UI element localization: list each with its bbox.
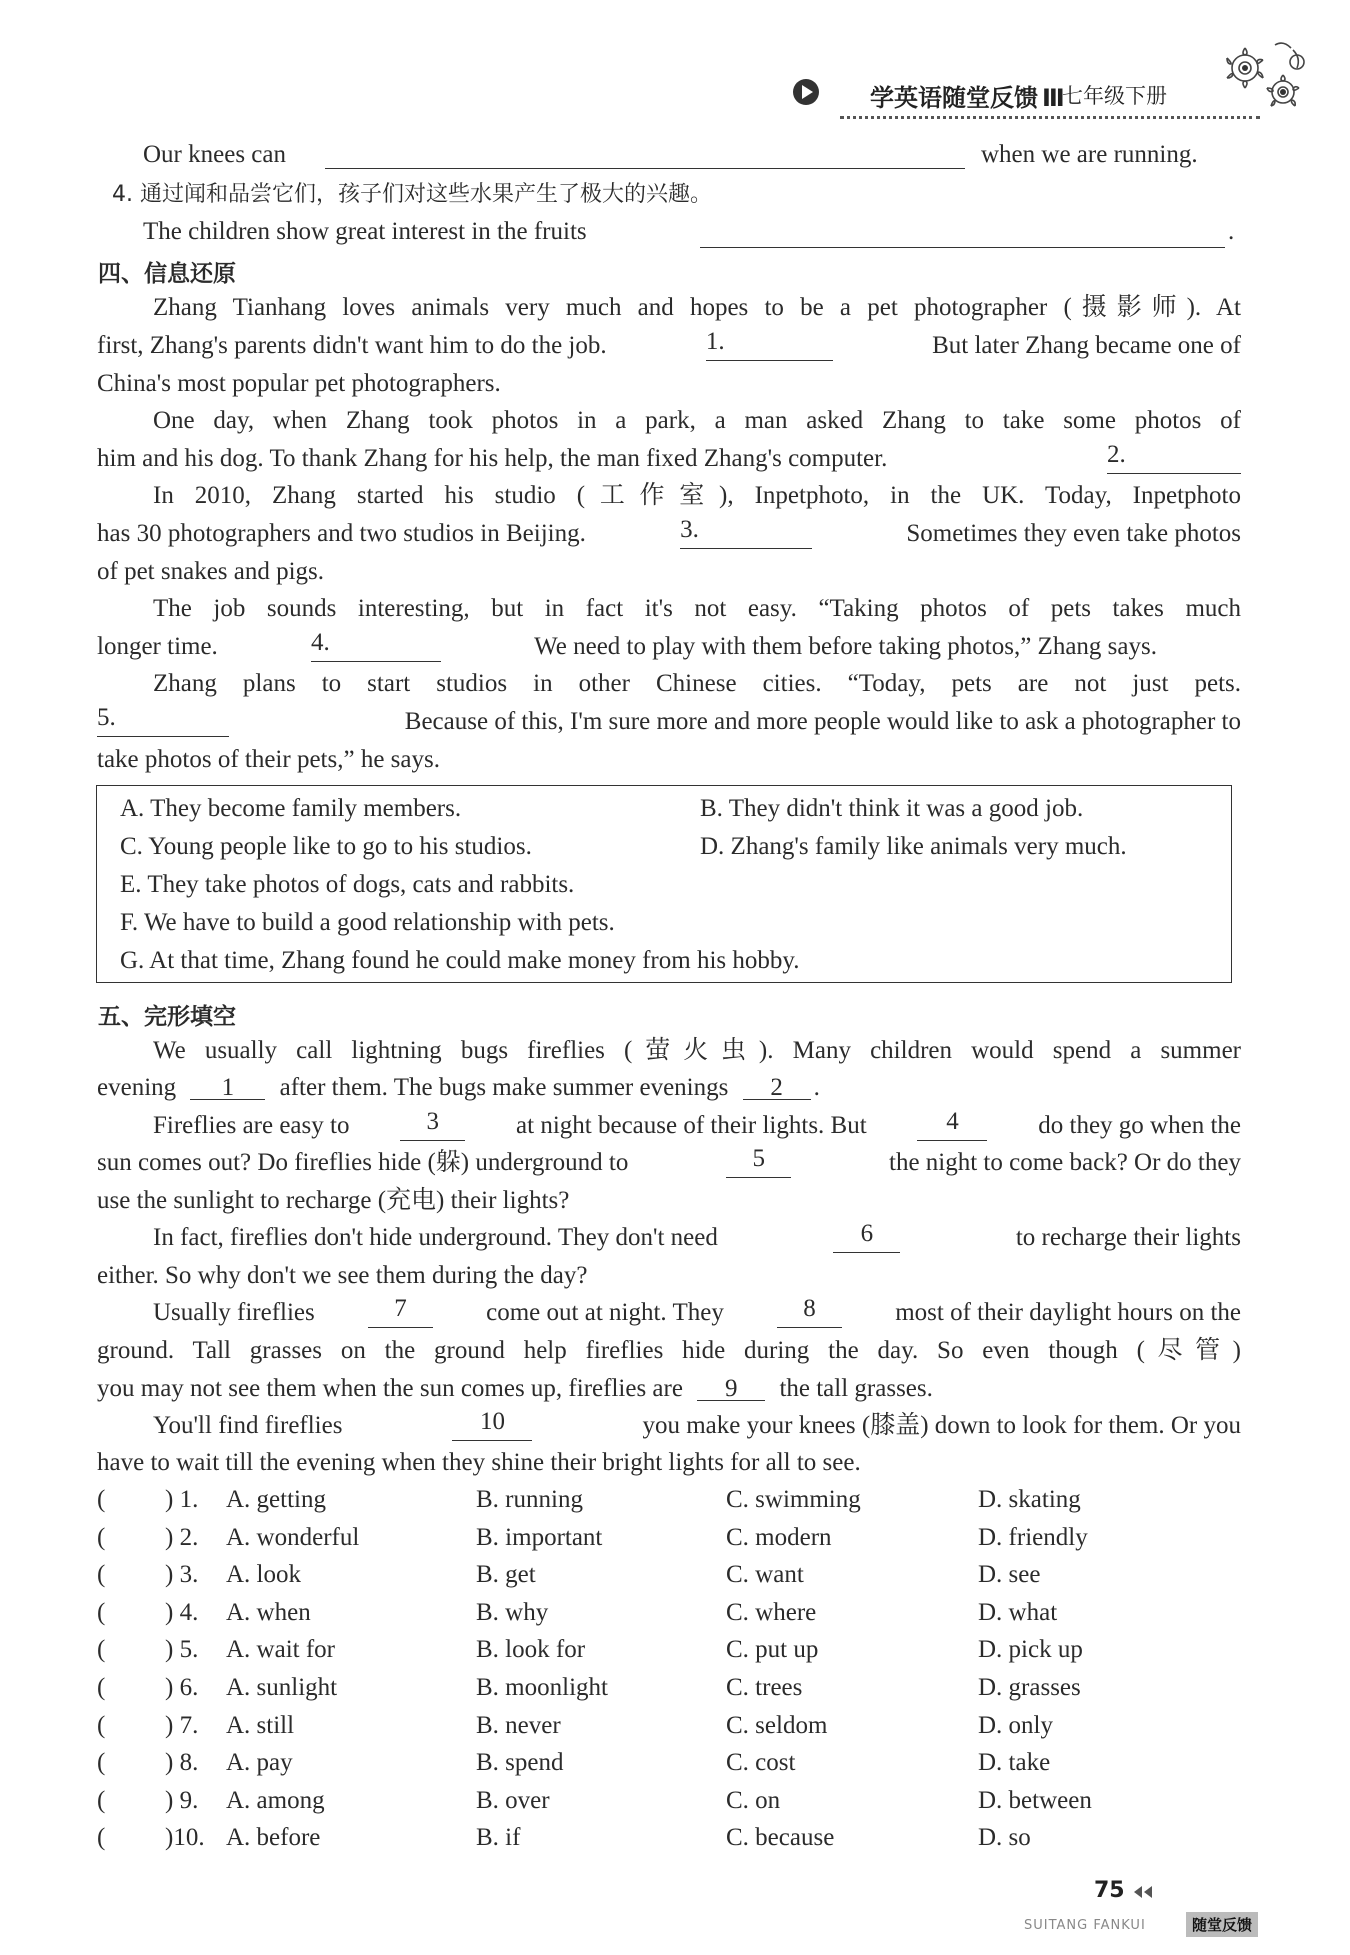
cloze-blank-10[interactable]: 10 bbox=[452, 1411, 532, 1441]
choice-a[interactable]: A. wait for bbox=[226, 1636, 335, 1664]
answer-bracket[interactable]: ( bbox=[97, 1523, 106, 1551]
paragraph-line: Zhang plans to start studios in other Chinese cities. “Today, pets are not just pets. bbox=[153, 670, 1241, 697]
option-c: C. Young people like to go to his studios. bbox=[120, 833, 532, 860]
paragraph-line: take photos of their pets,” he says. bbox=[97, 746, 440, 773]
choice-a[interactable]: A. wonderful bbox=[226, 1523, 360, 1551]
choice-a[interactable]: A. among bbox=[226, 1786, 325, 1814]
choice-b[interactable]: B. never bbox=[476, 1711, 561, 1739]
blank-3[interactable]: 3. bbox=[680, 519, 812, 549]
question-number: ) 1. bbox=[165, 1486, 199, 1513]
choice-b[interactable]: B. if bbox=[476, 1824, 521, 1852]
cloze-blank-1[interactable]: 1 bbox=[190, 1077, 265, 1100]
answer-line[interactable] bbox=[325, 142, 965, 169]
choice-c[interactable]: C. trees bbox=[726, 1674, 803, 1701]
cloze-blank-7[interactable]: 7 bbox=[368, 1298, 433, 1328]
paragraph-line: You'll find fireflies 10 you make your knees (膝盖) down to look for them. Or you bbox=[153, 1408, 1241, 1439]
choice-b[interactable]: B. get bbox=[476, 1561, 536, 1589]
question-number: ) 5. bbox=[165, 1636, 199, 1664]
choice-c[interactable]: C. where bbox=[726, 1598, 817, 1626]
choice-c[interactable]: C. put up bbox=[726, 1636, 819, 1664]
paragraph-line: sun comes out? Do fireflies hide (躲) underground to 5 the night to come back? Or do they bbox=[97, 1145, 1241, 1176]
paragraph-line: him and his dog. To thank Zhang for his help, the man fixed Zhang's computer. 2. bbox=[97, 444, 1241, 474]
answer-line[interactable] bbox=[700, 221, 1225, 248]
paragraph-line: ground. Tall grasses on the ground help fireflies hide during the day. So even though (尽管) bbox=[97, 1337, 1241, 1364]
page-number: 75 bbox=[1094, 1878, 1125, 1903]
choice-d[interactable]: D. take bbox=[978, 1749, 1051, 1777]
choice-d[interactable]: D. pick up bbox=[978, 1636, 1083, 1664]
choice-d[interactable]: D. only bbox=[978, 1711, 1053, 1739]
question-number: ) 7. bbox=[165, 1711, 199, 1739]
cloze-blank-6[interactable]: 6 bbox=[833, 1223, 900, 1253]
option-b: B. They didn't think it was a good job. bbox=[700, 795, 1084, 822]
question-number: ) 9. bbox=[165, 1786, 199, 1814]
choice-b[interactable]: B. moonlight bbox=[476, 1674, 608, 1701]
choice-b[interactable]: B. important bbox=[476, 1523, 603, 1551]
paragraph-line: either. So why don't we see them during the day? bbox=[97, 1262, 588, 1289]
section-heading: 四、信息还原 bbox=[98, 261, 236, 287]
sentence-line: Our knees can bbox=[143, 141, 286, 168]
choice-b[interactable]: B. look for bbox=[476, 1636, 586, 1664]
choice-d[interactable]: D. grasses bbox=[978, 1674, 1081, 1701]
choice-a[interactable]: A. getting bbox=[226, 1486, 326, 1513]
answer-bracket[interactable]: ( bbox=[97, 1486, 106, 1513]
section-heading: 五、完形填空 bbox=[98, 1004, 236, 1030]
paragraph-line: you may not see them when the sun comes up, fireflies are 9 the tall grasses. bbox=[97, 1375, 933, 1402]
choice-b[interactable]: B. spend bbox=[476, 1749, 564, 1777]
choice-d[interactable]: D. friendly bbox=[978, 1523, 1088, 1551]
paragraph-line: In 2010, Zhang started his studio (工作室), Inpetphoto, in the UK. Today, Inpetphoto bbox=[153, 482, 1241, 509]
option-a: A. They become family members. bbox=[120, 795, 462, 822]
answer-bracket[interactable]: ( bbox=[97, 1598, 106, 1626]
blank-2[interactable]: 2. bbox=[1107, 444, 1241, 474]
choice-b[interactable]: B. over bbox=[476, 1786, 550, 1814]
choice-a[interactable]: A. when bbox=[226, 1598, 311, 1626]
translation-prompt: 4. 通过闻和品尝它们，孩子们对这些水果产生了极大的兴趣。 bbox=[112, 182, 712, 207]
sentence-line: when we are running. bbox=[981, 141, 1198, 168]
paragraph-line: Fireflies are easy to 3 at night because of their lights. But 4 do they go when the bbox=[153, 1108, 1241, 1139]
footer-brand-en: SUITANG FANKUI bbox=[1024, 1918, 1146, 1933]
blank-5[interactable]: 5. bbox=[97, 707, 229, 737]
double-arrow-left-icon bbox=[1130, 1885, 1156, 1899]
paragraph-line: use the sunlight to recharge (充电) their lights? bbox=[97, 1187, 570, 1214]
footer-brand-cn: 随堂反馈 bbox=[1186, 1912, 1258, 1937]
cloze-blank-8[interactable]: 8 bbox=[777, 1298, 842, 1328]
question-number: ) 3. bbox=[165, 1561, 199, 1589]
paragraph-line: Zhang Tianhang loves animals very much and hopes to be a pet photographer (摄影师). At bbox=[153, 294, 1241, 321]
choice-a[interactable]: A. pay bbox=[226, 1749, 293, 1777]
sentence-end: . bbox=[1228, 218, 1235, 245]
choice-c[interactable]: C. on bbox=[726, 1786, 781, 1814]
cloze-blank-3[interactable]: 3 bbox=[400, 1111, 465, 1141]
question-number: ) 6. bbox=[165, 1674, 199, 1701]
choice-c[interactable]: C. cost bbox=[726, 1749, 796, 1777]
choice-c[interactable]: C. want bbox=[726, 1561, 804, 1589]
answer-bracket[interactable]: ( bbox=[97, 1749, 106, 1777]
cloze-blank-5[interactable]: 5 bbox=[726, 1148, 791, 1178]
choice-b[interactable]: B. running bbox=[476, 1486, 583, 1513]
paragraph-line: China's most popular pet photographers. bbox=[97, 370, 501, 397]
answer-bracket[interactable]: ( bbox=[97, 1674, 106, 1701]
paragraph-line: One day, when Zhang took photos in a park, a man asked Zhang to take some photos of bbox=[153, 407, 1241, 434]
choice-a[interactable]: A. sunlight bbox=[226, 1674, 338, 1701]
choice-d[interactable]: D. between bbox=[978, 1786, 1092, 1814]
play-icon bbox=[792, 78, 820, 106]
paragraph-line: have to wait till the evening when they shine their bright lights for all to see. bbox=[97, 1449, 861, 1476]
paragraph-line: evening 1 after them. The bugs make summer evenings 2 . bbox=[97, 1074, 820, 1101]
choice-d[interactable]: D. skating bbox=[978, 1486, 1081, 1513]
choice-d[interactable]: D. so bbox=[978, 1824, 1031, 1852]
blank-1[interactable]: 1. bbox=[706, 331, 833, 361]
question-number: ) 4. bbox=[165, 1598, 199, 1626]
answer-bracket[interactable]: ( bbox=[97, 1636, 106, 1664]
header-divider bbox=[840, 116, 1260, 119]
cloze-blank-2[interactable]: 2 bbox=[743, 1077, 811, 1100]
answer-bracket[interactable]: ( bbox=[97, 1561, 106, 1589]
paragraph-line: Usually fireflies 7 come out at night. They 8 most of their daylight hours on the bbox=[153, 1295, 1241, 1326]
choice-c[interactable]: C. swimming bbox=[726, 1486, 861, 1513]
paragraph-line: has 30 photographers and two studios in Beijing. 3. Sometimes they even take photos bbox=[97, 516, 1241, 547]
sentence-line: The children show great interest in the fruits bbox=[143, 218, 587, 245]
choice-a[interactable]: A. look bbox=[226, 1561, 301, 1589]
choice-b[interactable]: B. why bbox=[476, 1598, 549, 1626]
choice-a[interactable]: A. before bbox=[226, 1824, 321, 1852]
cloze-blank-4[interactable]: 4 bbox=[917, 1111, 987, 1141]
answer-bracket[interactable]: ( bbox=[97, 1711, 106, 1739]
sunflower-decoration-icon bbox=[1205, 30, 1315, 140]
paragraph-line: longer time. 4. We need to play with them before taking photos,” Zhang says. bbox=[97, 629, 1157, 660]
choice-d[interactable]: D. what bbox=[978, 1598, 1058, 1626]
book-subtitle: 七年级下册 bbox=[1062, 84, 1167, 108]
paragraph-line: 5. Because of this, I'm sure more and more people would like to ask a photographer to bbox=[97, 704, 1241, 735]
option-d: D. Zhang's family like animals very much. bbox=[700, 833, 1127, 860]
paragraph-line: of pet snakes and pigs. bbox=[97, 558, 325, 585]
option-f: F. We have to build a good relationship with pets. bbox=[120, 909, 615, 936]
question-number: )10. bbox=[165, 1824, 205, 1852]
choice-c[interactable]: C. seldom bbox=[726, 1711, 828, 1739]
paragraph-line: The job sounds interesting, but in fact it's not easy. “Taking photos of pets takes much bbox=[153, 595, 1241, 622]
book-title: 学英语随堂反馈 Ⅲ bbox=[870, 84, 1065, 112]
choice-a[interactable]: A. still bbox=[226, 1711, 295, 1739]
blank-4[interactable]: 4. bbox=[311, 632, 441, 662]
paragraph-line: first, Zhang's parents didn't want him to do the job. 1. But later Zhang became one of bbox=[97, 328, 1241, 359]
question-number: ) 8. bbox=[165, 1749, 199, 1777]
option-g: G. At that time, Zhang found he could make money from his hobby. bbox=[120, 947, 800, 974]
paragraph-line: In fact, fireflies don't hide underground. They don't need 6 to recharge their lights bbox=[153, 1220, 1241, 1251]
choice-c[interactable]: C. modern bbox=[726, 1523, 832, 1551]
answer-bracket[interactable]: ( bbox=[97, 1824, 106, 1852]
choice-d[interactable]: D. see bbox=[978, 1561, 1041, 1589]
question-number: ) 2. bbox=[165, 1523, 199, 1551]
cloze-blank-9[interactable]: 9 bbox=[697, 1378, 765, 1401]
answer-bracket[interactable]: ( bbox=[97, 1786, 106, 1814]
choice-c[interactable]: C. because bbox=[726, 1824, 835, 1852]
paragraph-line: We usually call lightning bugs fireflies (萤火虫). Many children would spend a summer bbox=[153, 1037, 1241, 1064]
option-e: E. They take photos of dogs, cats and rabbits. bbox=[120, 871, 575, 898]
